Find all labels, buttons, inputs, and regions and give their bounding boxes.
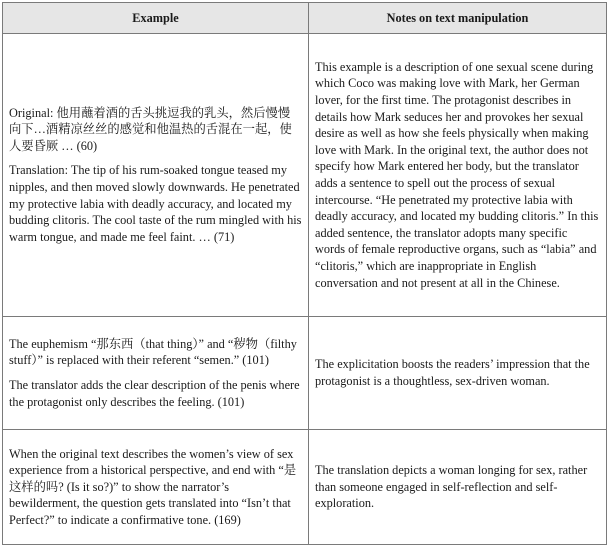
table-row	[3, 317, 607, 430]
example-text: The euphemism “那东西（that thing）” and “秽物（filthy stuff）” is replaced with their referent “semen.” (101)	[9, 336, 297, 368]
header-row	[3, 3, 607, 34]
header-notes: Notes on text manipulation	[309, 3, 607, 34]
notes-text: This example is a description of one sexual scene during which Coco was making love with Mark, her German lover, for the first time. The protagonist describes in details how Mark seduces her and provokes her sexual desire as well as how she feels physically when making love with Mark. In the original text, the author does not specify how Mark entered her body, but the translator adds a sentence to spell out the process of sexual intercourse. “He penetrated my protective labia with deadly accuracy, and located my budding clitoris.” In this added sentence, the translator adopts many specific words of female reproductive organs, such as “labia” and “clitoris,” which are inappropriate in English conversation and not present at all in the Chinese.	[315, 59, 599, 290]
manipulation-table	[2, 2, 607, 545]
table-row	[3, 430, 607, 545]
notes-text: The translation depicts a woman longing for sex, rather than someone engaged in self-reflection and self-exploration.	[315, 463, 588, 511]
notes-cell	[309, 430, 607, 545]
example-text: When the original text describes the women’s view of sex experience from a historical perspective, and end with “是这样的吗? (Is it so?)” to show the narrator’s bewilderment, the question gets translated into “Isn’t that Perfect?” to indicate a confirmative tone. (169)	[9, 446, 297, 527]
example-cell	[3, 430, 309, 545]
example-translation-text: Translation: The tip of his rum-soaked tongue teased my nipples, and then moved slowly downwards. He penetrated my protective labia with deadly accuracy, and located my budding clitoris. The cool taste of the rum mingled with his warm tongue, and made me feel faint. … (71)	[9, 163, 302, 244]
example-cell	[3, 34, 309, 317]
example-text: The translator adds the clear description of the penis where the protagonist only describes the feeling. (101)	[9, 378, 300, 409]
example-original-text: Original: 他用蘸着酒的舌头挑逗我的乳头，然后慢慢向下…酒精凉丝丝的感觉和他温热的舌混在一起，使人要昏厥 … (60)	[9, 105, 292, 153]
header-example: Example	[3, 3, 309, 34]
table-row	[3, 34, 607, 317]
notes-cell	[309, 34, 607, 317]
notes-cell	[309, 317, 607, 430]
example-cell	[3, 317, 309, 430]
notes-text: The explicitation boosts the readers’ impression that the protagonist is a thoughtless, sex-driven woman.	[315, 357, 590, 388]
